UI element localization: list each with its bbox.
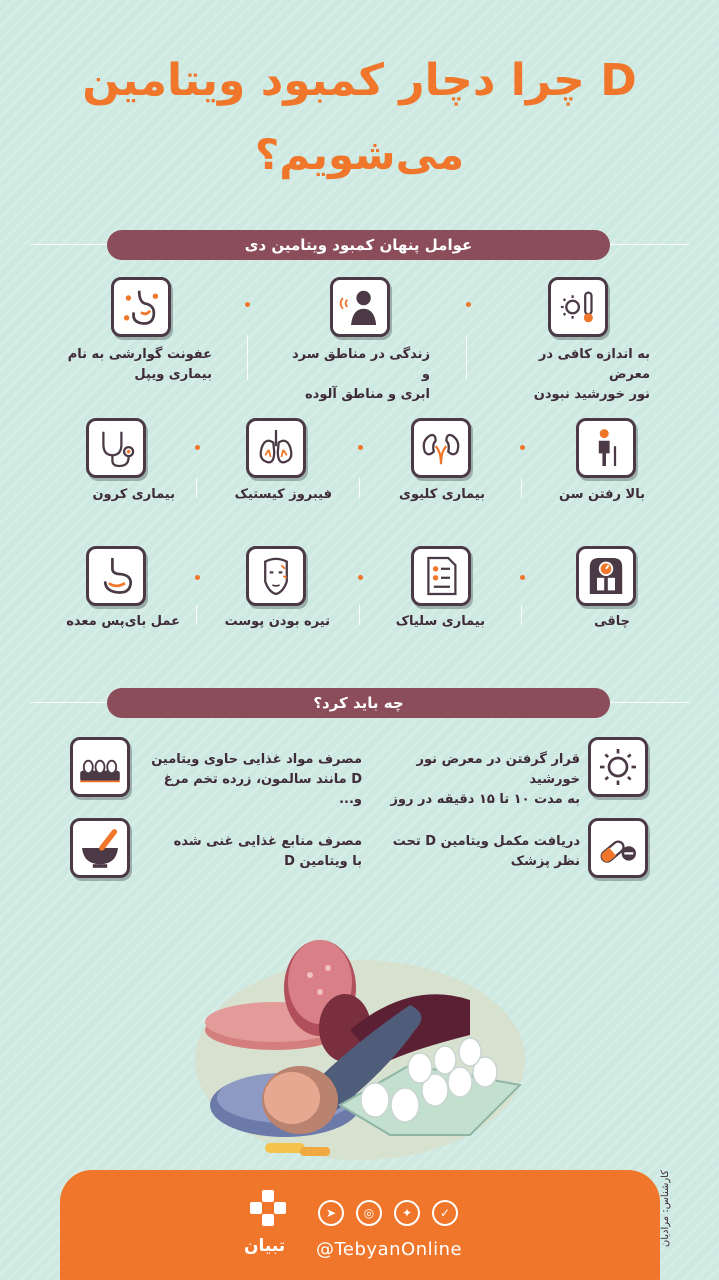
separator-line bbox=[359, 478, 360, 498]
face-icon bbox=[246, 546, 306, 606]
section-heading-hidden-causes: عوامل پنهان کمبود ویتامین دی bbox=[107, 230, 610, 260]
verified-icon[interactable]: ✓ bbox=[432, 1200, 458, 1226]
cause-label-whipple: عفونت گوارشی به نام بیماری ویپل bbox=[67, 347, 212, 382]
action-label-supplement: دریافت مکمل ویتامین D تحت نظر پزشک bbox=[392, 834, 580, 869]
cause-label-climate: زندگی در مناطق سرد و ابری و مناطق آلوده bbox=[291, 347, 430, 402]
cause-label-dark-skin: تیره بودن پوست bbox=[224, 614, 330, 629]
document-icon bbox=[411, 546, 471, 606]
sun-moon-icon bbox=[588, 737, 648, 797]
separator-dot bbox=[195, 445, 200, 450]
logo-text: تبیان bbox=[244, 1236, 286, 1256]
cause-label-celiac: بیماری سلیاک bbox=[395, 614, 485, 629]
instagram-icon[interactable]: ◎ bbox=[356, 1200, 382, 1226]
separator-line bbox=[196, 478, 197, 498]
separator-dot bbox=[520, 445, 525, 450]
elderly-person-icon bbox=[576, 418, 636, 478]
separator-dot bbox=[520, 575, 525, 580]
action-label-fortified: مصرف منابع غذایی غنی شده با ویتامین D bbox=[173, 834, 362, 869]
food-illustration bbox=[180, 920, 540, 1165]
cause-label-cystic-fibrosis: فیبروز کیستیک bbox=[234, 487, 332, 502]
divider-right bbox=[610, 244, 690, 245]
stomach-bacteria-icon bbox=[111, 277, 171, 337]
divider-left bbox=[30, 244, 110, 245]
separator-line bbox=[247, 335, 248, 380]
credit-text: کارشناس: مرادیان bbox=[660, 1170, 671, 1248]
separator-dot bbox=[466, 302, 471, 307]
thermometer-sun-icon bbox=[548, 277, 608, 337]
cause-label-age: بالا رفتن سن bbox=[559, 487, 645, 502]
separator-dot bbox=[245, 302, 250, 307]
cause-label-sun: به اندازه کافی در معرض نور خورشید نبودن bbox=[533, 347, 650, 402]
footer-bar bbox=[60, 1170, 660, 1280]
separator-line bbox=[359, 605, 360, 625]
separator-line bbox=[466, 335, 467, 380]
telegram-icon[interactable]: ➤ bbox=[318, 1200, 344, 1226]
social-handle[interactable]: @TebyanOnline bbox=[316, 1239, 463, 1260]
cause-label-kidney: بیماری کلیوی bbox=[399, 487, 485, 502]
cause-label-bypass: عمل بای‌پس معده bbox=[66, 614, 180, 629]
cause-label-obesity: چاقی bbox=[594, 614, 630, 629]
separator-line bbox=[521, 605, 522, 625]
page-title: چرا دچار کمبود ویتامین D bbox=[82, 55, 637, 106]
lungs-icon bbox=[246, 418, 306, 478]
twitter-icon[interactable]: ✦ bbox=[394, 1200, 420, 1226]
action-label-sunlight: قرار گرفتن در معرض نور خورشید به مدت ۱۰ تا ۱۵ دقیقه در روز bbox=[390, 752, 580, 807]
divider-left bbox=[30, 702, 110, 703]
eggs-icon bbox=[70, 737, 130, 797]
section-heading-what-to-do: چه باید کرد؟ bbox=[107, 688, 610, 718]
capsule-icon bbox=[588, 818, 648, 878]
cause-label-crohn: بیماری کرون bbox=[92, 487, 175, 502]
weight-scale-icon bbox=[576, 546, 636, 606]
stomach-icon bbox=[86, 546, 146, 606]
kidney-icon bbox=[411, 418, 471, 478]
divider-right bbox=[610, 702, 690, 703]
mortar-pestle-icon bbox=[70, 818, 130, 878]
separator-dot bbox=[358, 445, 363, 450]
separator-dot bbox=[358, 575, 363, 580]
tebyan-logo-icon bbox=[248, 1188, 288, 1228]
page-title-line2: می‌شویم؟ bbox=[254, 130, 465, 179]
stethoscope-icon bbox=[86, 418, 146, 478]
separator-line bbox=[521, 478, 522, 498]
separator-line bbox=[196, 605, 197, 625]
person-cough-icon bbox=[330, 277, 390, 337]
action-label-food: مصرف مواد غذایی حاوی ویتامین D مانند سالمون، زرده تخم مرغ و... bbox=[151, 752, 362, 807]
separator-dot bbox=[195, 575, 200, 580]
